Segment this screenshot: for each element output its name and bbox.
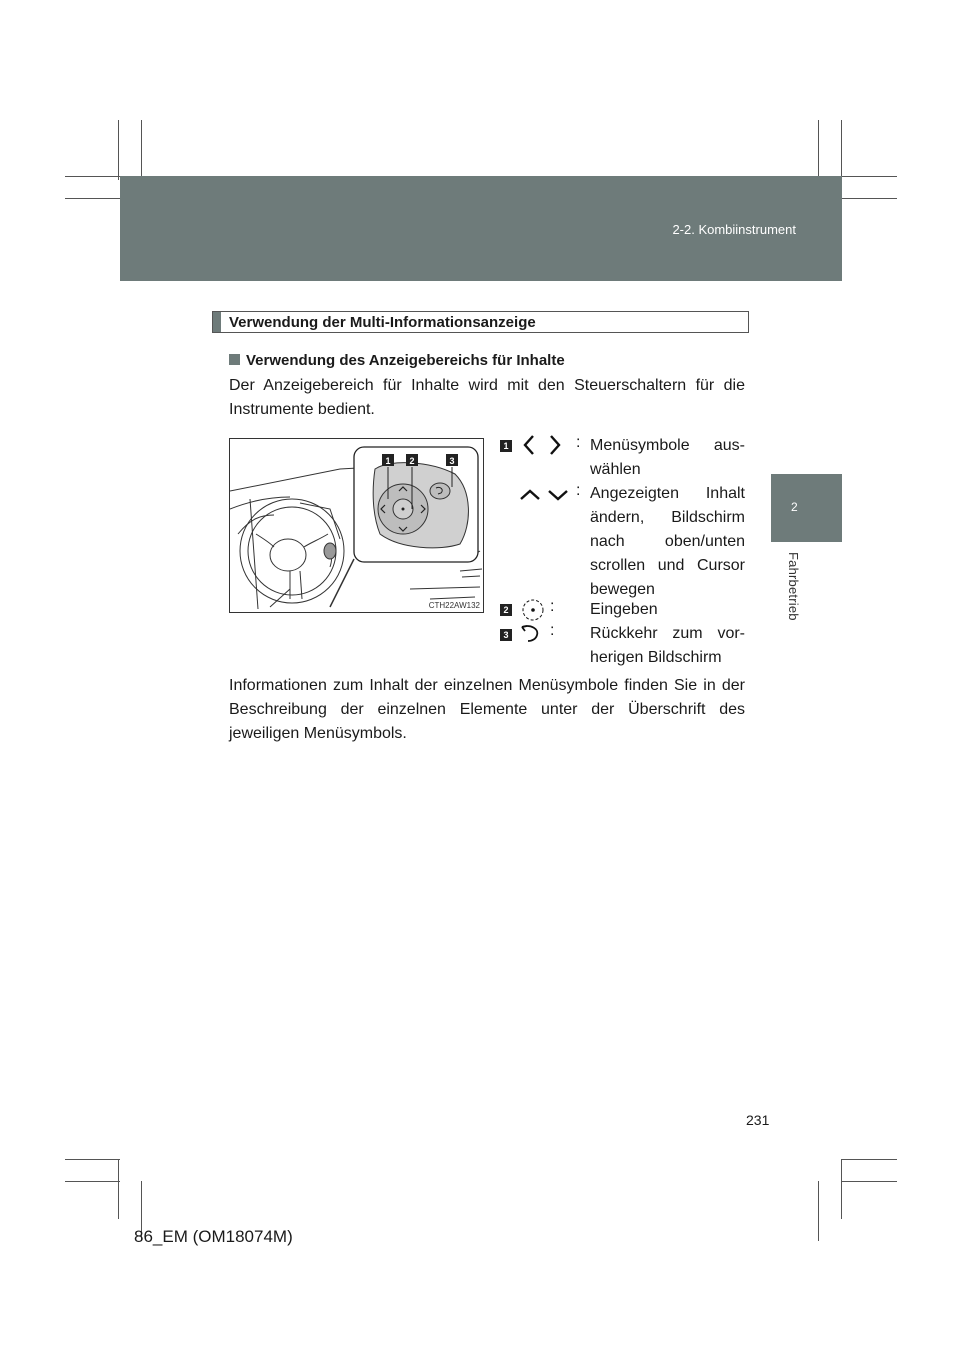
legend-colon: :: [550, 598, 555, 615]
section-heading-text: Verwendung der Multi-Informationsanzeige: [229, 314, 536, 331]
crop-mark: [841, 120, 842, 180]
steering-wheel-drawing: [230, 439, 484, 613]
side-tab-number: 2: [791, 500, 798, 514]
crop-mark: [65, 198, 120, 199]
crop-mark: [65, 1181, 120, 1182]
intro-paragraph: Der Anzeigebereich für Inhalte wird mit den Steuerschaltern für die Instrumente bedient.: [229, 377, 745, 418]
chevron-right-icon: [548, 434, 562, 456]
chevron-left-icon: [522, 434, 536, 456]
legend-colon: :: [550, 622, 555, 639]
callout-2: 2: [409, 456, 415, 466]
section-heading: [212, 311, 749, 333]
crop-mark: [118, 1159, 119, 1219]
enter-icon: [521, 598, 545, 622]
figure-code: CTH22AW132: [428, 601, 480, 610]
back-icon: [519, 622, 543, 646]
body-paragraph: Informationen zum Inhalt der einzelnen Menüsymbole finden Sie in der Beschreibung der einzelnen Elemente unter der Überschrift des jeweiligen Menüsymbols.: [229, 677, 745, 742]
crop-mark: [842, 198, 897, 199]
legend-number: 2: [500, 604, 512, 616]
crop-mark: [141, 120, 142, 180]
page-number: 231: [746, 1112, 770, 1128]
subsection-heading: [229, 352, 565, 369]
side-tab-title: Fahrbetrieb: [786, 552, 801, 621]
crop-mark: [65, 1159, 120, 1160]
chapter-label: 2-2. Kombiinstrument: [672, 222, 796, 237]
crop-mark: [118, 120, 119, 180]
crop-mark: [818, 120, 819, 180]
footer-code: 86_EM (OM18074M): [134, 1227, 293, 1246]
legend-description: Eingeben: [590, 601, 658, 618]
legend-number: 3: [500, 629, 512, 641]
chevron-up-icon: [519, 488, 541, 502]
steering-wheel-illustration: [229, 438, 484, 613]
crop-mark: [65, 176, 120, 177]
legend-description: Rückkehr zum vorherigen Bildschirm: [590, 625, 745, 666]
legend-number: 1: [500, 440, 512, 452]
callout-3: 3: [449, 456, 455, 466]
side-tab: [771, 474, 842, 542]
callout-1: 1: [385, 456, 391, 466]
legend-colon: :: [576, 434, 581, 451]
heading-accent-bar: [213, 312, 221, 332]
chevron-down-icon: [547, 488, 569, 502]
subsection-heading-text: Verwendung des Anzeigebereichs für Inhalte: [246, 352, 565, 369]
square-bullet-icon: [229, 354, 240, 365]
crop-mark: [842, 1159, 897, 1160]
crop-mark: [842, 176, 897, 177]
crop-mark: [841, 1159, 842, 1219]
crop-mark: [842, 1181, 897, 1182]
legend-description: Angezeigten Inhalt ändern, Bildschirm nach oben/unten scrollen und Cursor bewegen: [590, 485, 745, 598]
crop-mark: [818, 1181, 819, 1241]
legend-description: Menüsymbole auswählen: [590, 437, 745, 478]
legend-colon: :: [576, 482, 581, 499]
